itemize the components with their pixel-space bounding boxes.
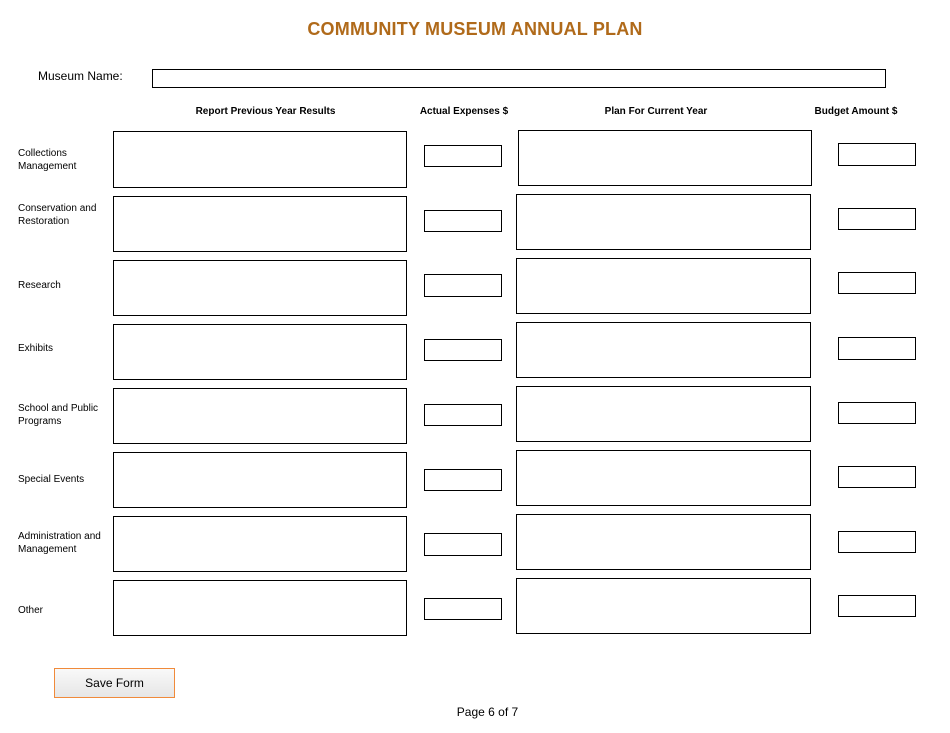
report-textarea[interactable] <box>113 131 407 188</box>
row-label-research: Research <box>18 280 61 291</box>
plan-textarea[interactable] <box>516 578 811 634</box>
page-title: COMMUNITY MUSEUM ANNUAL PLAN <box>307 19 643 39</box>
report-textarea[interactable] <box>113 196 407 252</box>
plan-textarea[interactable] <box>516 450 811 506</box>
row-label-other: Other <box>18 605 44 616</box>
column-header-budget: Budget Amount $ <box>814 106 898 117</box>
plan-textarea[interactable] <box>516 386 811 442</box>
expenses-input[interactable] <box>424 404 502 426</box>
budget-input[interactable] <box>838 466 916 488</box>
plan-textarea[interactable] <box>516 322 811 378</box>
budget-input[interactable] <box>838 143 916 166</box>
plan-textarea[interactable] <box>516 194 811 250</box>
row-label-special-events: Special Events <box>18 474 85 485</box>
budget-input[interactable] <box>838 272 916 294</box>
plan-textarea[interactable] <box>518 130 812 186</box>
report-textarea[interactable] <box>113 388 407 444</box>
budget-input[interactable] <box>838 337 916 360</box>
report-textarea[interactable] <box>113 324 407 380</box>
row-label-conservation-restoration: Conservation and Restoration <box>18 203 97 227</box>
expenses-input[interactable] <box>424 598 502 620</box>
report-textarea[interactable] <box>113 452 407 508</box>
plan-textarea[interactable] <box>516 258 811 314</box>
column-header-plan: Plan For Current Year <box>604 106 708 117</box>
column-header-expenses: Actual Expenses $ <box>419 106 509 117</box>
museum-name-label: Museum Name: <box>38 69 123 83</box>
report-textarea[interactable] <box>113 260 407 316</box>
expenses-input[interactable] <box>424 145 502 167</box>
row-label-collections-management: Collections Management <box>18 148 77 172</box>
row-label-exhibits: Exhibits <box>18 343 54 354</box>
budget-input[interactable] <box>838 595 916 617</box>
expenses-input[interactable] <box>424 533 502 556</box>
save-form-button[interactable]: Save Form <box>54 668 175 698</box>
plan-textarea[interactable] <box>516 514 811 570</box>
budget-input[interactable] <box>838 531 916 553</box>
expenses-input[interactable] <box>424 210 502 232</box>
expenses-input[interactable] <box>424 339 502 361</box>
expenses-input[interactable] <box>424 274 502 297</box>
row-label-school-public-programs: School and Public Programs <box>18 403 99 427</box>
row-label-administration-management: Administration and Management <box>18 531 101 555</box>
budget-input[interactable] <box>838 208 916 230</box>
museum-name-input[interactable] <box>152 69 886 88</box>
expenses-input[interactable] <box>424 469 502 491</box>
report-textarea[interactable] <box>113 516 407 572</box>
report-textarea[interactable] <box>113 580 407 636</box>
page-number: Page 6 of 7 <box>456 705 519 719</box>
budget-input[interactable] <box>838 402 916 424</box>
column-header-report: Report Previous Year Results <box>195 106 336 117</box>
